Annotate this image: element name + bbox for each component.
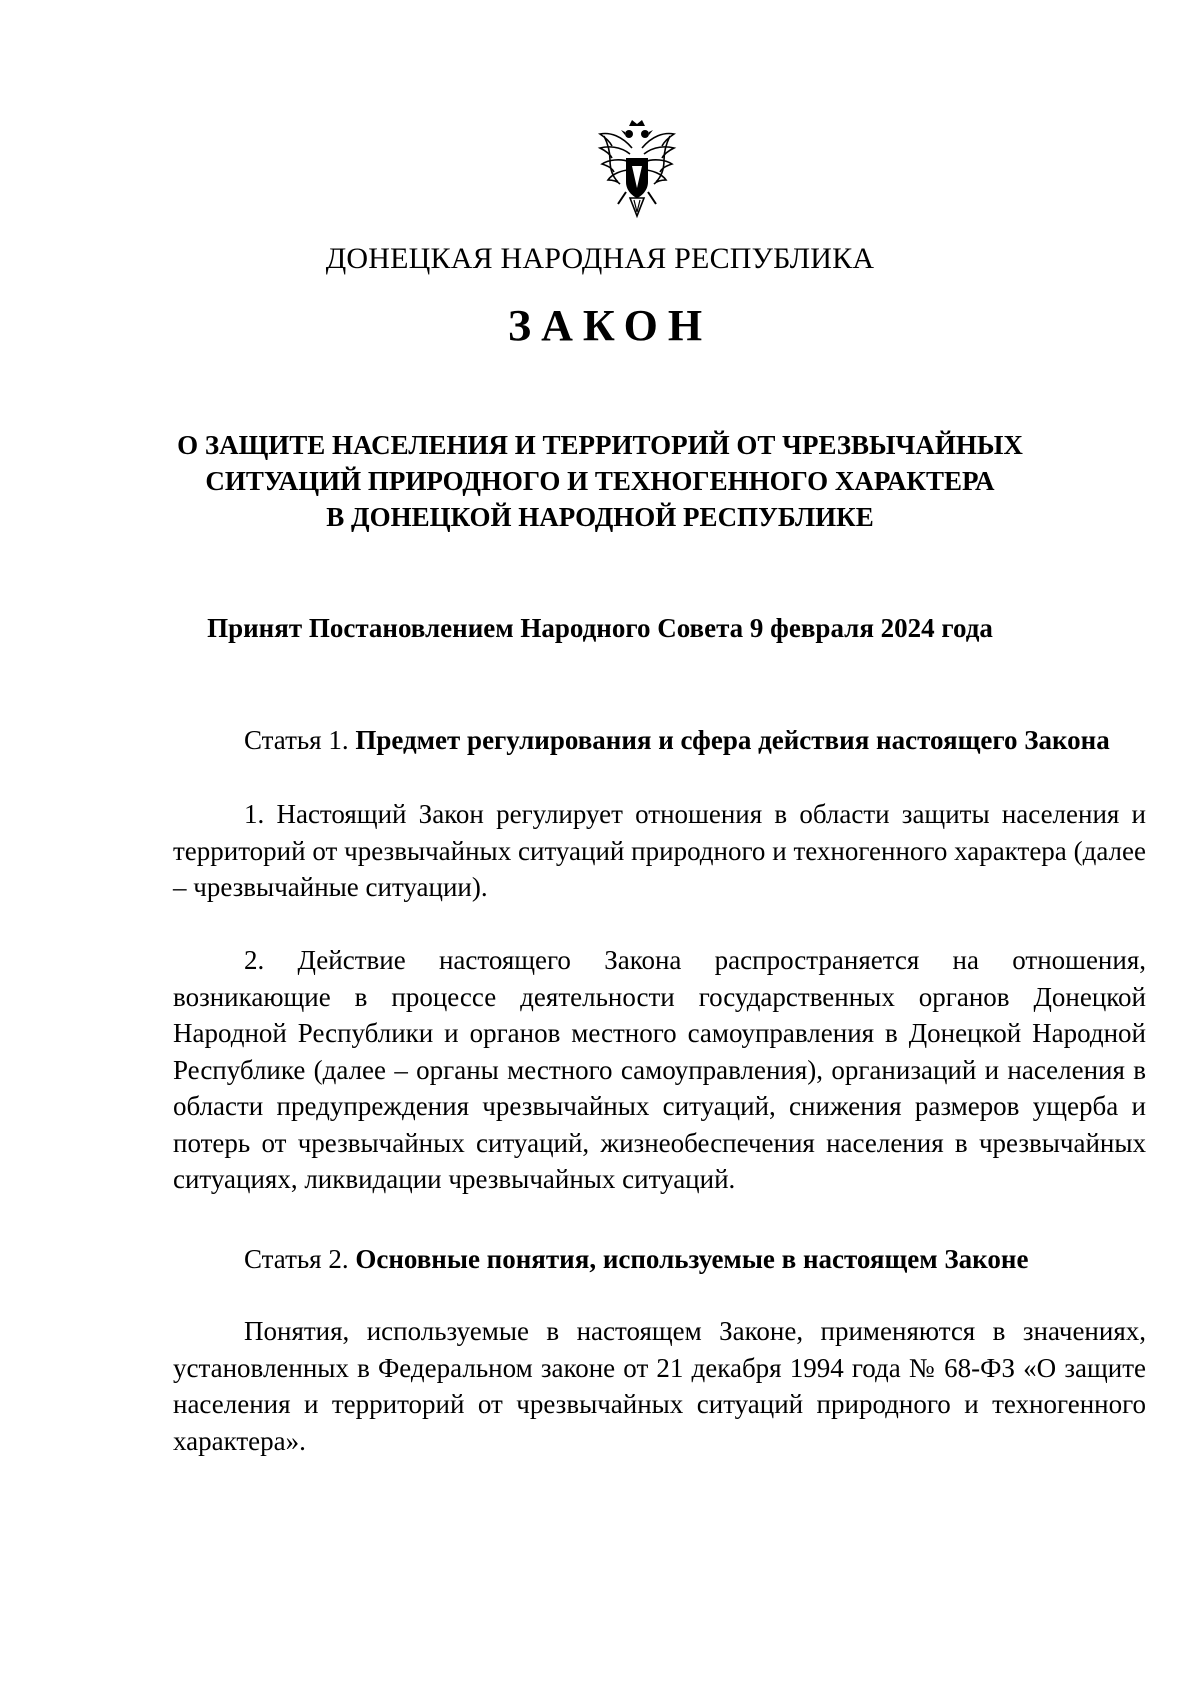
law-title-line: СИТУАЦИЙ ПРИРОДНОГО И ТЕХНОГЕННОГО ХАРАКТЕРА	[205, 466, 995, 496]
article-1-heading	[173, 722, 1146, 759]
republic-name: ДОНЕЦКАЯ НАРОДНАЯ РЕСПУБЛИКА	[325, 242, 875, 275]
adoption-note: Принят Постановлением Народного Совета 9 февраля 2024 года	[207, 613, 993, 643]
law-title	[0, 427, 1200, 535]
article-2-heading	[173, 1241, 1146, 1278]
law-title-line: О ЗАЩИТЕ НАСЕЛЕНИЯ И ТЕРРИТОРИЙ ОТ ЧРЕЗВЫЧАЙНЫХ	[177, 430, 1023, 460]
article-label: Статья 2.	[244, 1244, 349, 1274]
article-title: Основные понятия, используемые в настоящем Законе	[355, 1244, 1029, 1274]
law-title-line: В ДОНЕЦКОЙ НАРОДНОЙ РЕСПУБЛИКЕ	[326, 502, 874, 532]
article-1-paragraph-1: 1. Настоящий Закон регулирует отношения в области защиты населения и территорий от чрезвычайных ситуаций природного и техногенного характера (далее – чрезвычайные ситуации).	[173, 799, 1146, 902]
article-2-paragraph-1: Понятия, используемые в настоящем Законе, применяются в значениях, установленных в Федеральном законе от 21 декабря 1994 года № 68-ФЗ «О защите населения и территорий от чрезвычайных ситуаций природного и техногенного характера».	[173, 1316, 1146, 1456]
article-label: Статья 1.	[244, 725, 349, 755]
coat-of-arms-icon	[596, 118, 678, 220]
article-title: Предмет регулирования и сфера действия настоящего Закона	[355, 725, 1110, 755]
document-type: ЗАКОН	[507, 301, 713, 350]
article-1-paragraph-2: 2. Действие настоящего Закона распространяется на отношения, возникающие в процессе деятельности государственных органов Донецкой Народной Республики и органов местного самоуправления в Донецкой Народной Республике (далее – органы местного самоуправления), организаций и населения в области предупреждения чрезвычайных ситуаций, снижения размеров ущерба и потерь от чрезвычайных ситуаций, жизнеобеспечения населения в чрезвычайных ситуациях, ликвидации чрезвычайных ситуаций.	[173, 945, 1146, 1194]
